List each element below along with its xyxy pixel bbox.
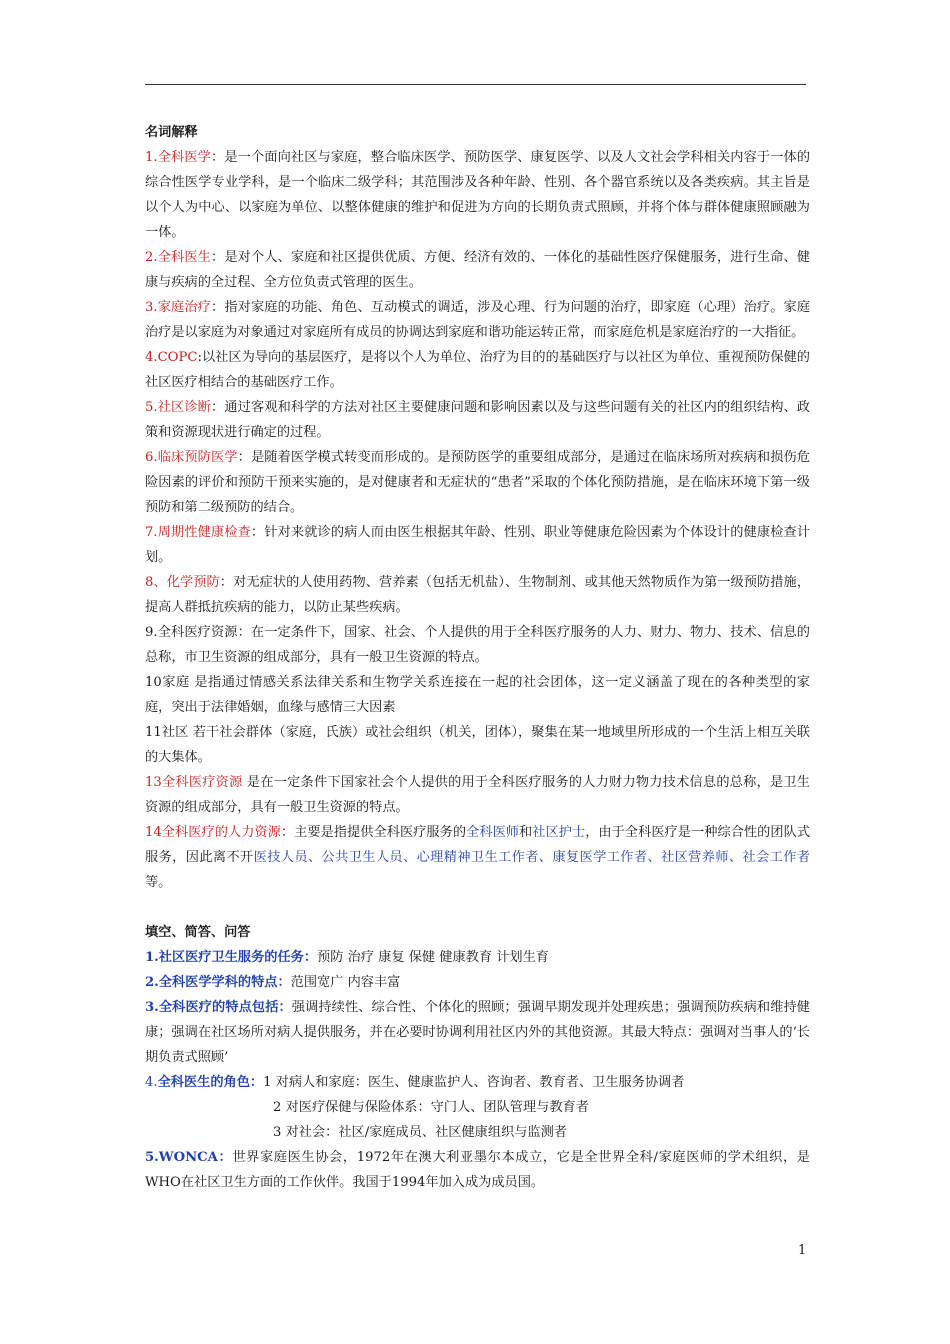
term-num: 8、 bbox=[145, 575, 167, 590]
term-item-7 bbox=[145, 520, 810, 570]
highlight-text: 医技人员、公共卫生人员、心理精神卫生工作者、康复医学工作者、社区营养师、社会工作者 bbox=[253, 850, 811, 865]
qa-item-4 bbox=[145, 1070, 810, 1095]
highlight-text: 社区护士 bbox=[532, 825, 586, 840]
qa-num: 4. bbox=[145, 1075, 158, 1090]
qa-item-4-line-2: 2 对医疗保健与保险体系：守门人、团队管理与教育者 bbox=[273, 1100, 589, 1115]
term-text: 针对来就诊的病人而由医生根据其年龄、性别、职业等健康危险因素为个体设计的健康检查计划。 bbox=[145, 525, 811, 565]
qa-text: 强调持续性、综合性、个体化的照顾；强调早期发现并处理疾患；强调预防疾病和维持健康；强调在社区场所对病人提供服务，并在必要时协调利用社区内外的其他资源。其最大特点：强调对当事人的‘长期负责式照顾’ bbox=[145, 1000, 810, 1065]
term-num: 3. bbox=[145, 300, 158, 315]
qa-item-2 bbox=[145, 970, 810, 995]
term-text: 通过客观和科学的方法对社区主要健康问题和影响因素以及与这些问题有关的社区内的组织结构、政策和资源现状进行确定的过程。 bbox=[145, 400, 811, 440]
qa-item-4-line-3: 3 对社会：社区/家庭成员、社区健康组织与监测者 bbox=[273, 1125, 567, 1140]
qa-item-3 bbox=[145, 995, 810, 1070]
qa-label: 2.全科医学学科的特点： bbox=[145, 975, 291, 990]
term-label: 14全科医疗的人力资源 bbox=[145, 825, 281, 840]
qa-text: 世界家庭医生协会，1972年在澳大利亚墨尔本成立，它是全世界全科/家庭医师的学术组织，是WHO在社区卫生方面的工作伙伴。我国于1994年加入成为成员国。 bbox=[145, 1150, 810, 1190]
term-label: 周期性健康检查 bbox=[157, 525, 251, 540]
term-label: 家庭治疗 bbox=[157, 300, 211, 315]
term-text: 是一个面向社区与家庭，整合临床医学、预防医学、康复医学、以及人文社会学科相关内容于一体的综合性医学专业学科，是一个临床二级学科；其范围涉及各种年龄、性别、各个器官系统以及各类疾病。其主旨是以个人为中心、以家庭为单位、以整体健康的维护和促进为方向的长期负责式照顾，并将个体与群体健康照顾融为一体。 bbox=[145, 150, 811, 240]
document-body bbox=[145, 120, 810, 1195]
page-number: 1 bbox=[798, 1243, 807, 1258]
term-sep: : bbox=[197, 350, 202, 365]
term-sep: ： bbox=[237, 450, 251, 465]
term-num: 1. bbox=[145, 150, 158, 165]
term-item-11: 11社区 若干社会群体（家庭，氏族）或社会组织（机关，团体），聚集在某一地域里所形成的一个生活上相互关联的大集体。 bbox=[145, 725, 810, 765]
term-num: 4. bbox=[145, 350, 158, 365]
qa-item-1 bbox=[145, 945, 810, 970]
term-text: 是随着医学模式转变而形成的。是预防医学的重要组成部分，是通过在临床场所对疾病和损伤危险因素的评价和预防干预来实施的，是对健康者和无症状的“患者”采取的个体化预防措施，是在临床环境下第一级预防和第二级预防的结合。 bbox=[145, 450, 811, 515]
term-text: 对无症状的人使用药物、营养素（包括无机盐）、生物制剂、或其他天然物质作为第一级预防措施，提高人群抵抗疾病的能力，以防止某些疾病。 bbox=[145, 575, 811, 615]
term-item-13 bbox=[145, 770, 810, 820]
term-num: 2. bbox=[145, 250, 158, 265]
section-title-terms: 名词解释 bbox=[145, 125, 198, 140]
term-item-3 bbox=[145, 295, 810, 345]
term-text: 是在一定条件下国家社会个人提供的用于全科医疗服务的人力财力物力技术信息的总称，是卫生资源的组成部分，具有一般卫生资源的特点。 bbox=[145, 775, 810, 815]
qa-label: 全科医生的角色： bbox=[157, 1075, 264, 1090]
qa-item-5 bbox=[145, 1145, 810, 1195]
term-label: 化学预防 bbox=[166, 575, 220, 590]
term-item-4 bbox=[145, 345, 810, 395]
term-text: 等。 bbox=[145, 875, 172, 890]
term-text: 和 bbox=[519, 825, 533, 840]
qa-label: 5.WONCA： bbox=[145, 1150, 233, 1165]
qa-label: 1.社区医疗卫生服务的任务： bbox=[145, 950, 318, 965]
term-label: 全科医学 bbox=[157, 150, 211, 165]
term-text: 指对家庭的功能、角色、互动模式的调适，涉及心理、行为问题的治疗，即家庭（心理）治疗。家庭治疗是以家庭为对象通过对家庭所有成员的协调达到家庭和谐功能运转正常，而家庭危机是家庭治疗的一大指征。 bbox=[145, 300, 811, 340]
section-title-qa: 填空、简答、问答 bbox=[145, 925, 251, 940]
term-item-1 bbox=[145, 145, 810, 245]
header-rule bbox=[145, 84, 806, 85]
term-label: 全科医生 bbox=[157, 250, 211, 265]
term-item-14 bbox=[145, 820, 810, 895]
term-sep: ： bbox=[210, 150, 225, 165]
term-item-2 bbox=[145, 245, 810, 295]
qa-text: 1 对病人和家庭：医生、健康监护人、咨询者、教育者、卫生服务协调者 bbox=[263, 1075, 685, 1090]
term-text: 是对个人、家庭和社区提供优质、方便、经济有效的、一体化的基础性医疗保健服务，进行生命、健康与疾病的全过程、全方位负责式管理的医生。 bbox=[145, 250, 811, 290]
term-sep: ： bbox=[219, 575, 234, 590]
term-sep: ： bbox=[210, 400, 225, 415]
qa-text: 范围宽广 内容丰富 bbox=[290, 975, 401, 990]
term-num: 7. bbox=[145, 525, 158, 540]
term-label: 社区诊断 bbox=[157, 400, 211, 415]
term-text: ，由于全科医疗是一种综合性的团队式服务，因此离不开 bbox=[145, 825, 811, 865]
term-sep: ： bbox=[210, 250, 225, 265]
highlight-text: 全科医师 bbox=[466, 825, 520, 840]
term-text: ：主要是指提供全科医疗服务的 bbox=[280, 825, 467, 840]
term-num: 5. bbox=[145, 400, 158, 415]
section-gap bbox=[145, 895, 810, 920]
term-item-5 bbox=[145, 395, 810, 445]
term-text: 以社区为导向的基层医疗，是将以个人为单位、治疗为目的的基础医疗与以社区为单位、重视预防保健的社区医疗相结合的基础医疗工作。 bbox=[145, 350, 810, 390]
term-item-8 bbox=[145, 570, 810, 620]
term-item-6 bbox=[145, 445, 810, 520]
term-label: 13全科医疗资源 bbox=[145, 775, 243, 790]
term-sep: ： bbox=[210, 300, 225, 315]
qa-label: 3.全科医疗的特点包括： bbox=[145, 1000, 292, 1015]
term-item-9: 9.全科医疗资源：在一定条件下，国家、社会、个人提供的用于全科医疗服务的人力、财力、物力、技术、信息的总称，市卫生资源的组成部分，具有一般卫生资源的特点。 bbox=[145, 625, 810, 665]
term-item-10: 10家庭 是指通过情感关系法律关系和生物学关系连接在一起的社会团体，这一定义涵盖了现在的各种类型的家庭，突出于法律婚姻，血缘与感情三大因素 bbox=[145, 675, 810, 715]
qa-text: 预防 治疗 康复 保健 健康教育 计划生育 bbox=[317, 950, 549, 965]
term-num: 6. bbox=[145, 450, 158, 465]
term-label: COPC bbox=[157, 350, 198, 365]
term-label: 临床预防医学 bbox=[157, 450, 238, 465]
term-sep: ： bbox=[250, 525, 265, 540]
